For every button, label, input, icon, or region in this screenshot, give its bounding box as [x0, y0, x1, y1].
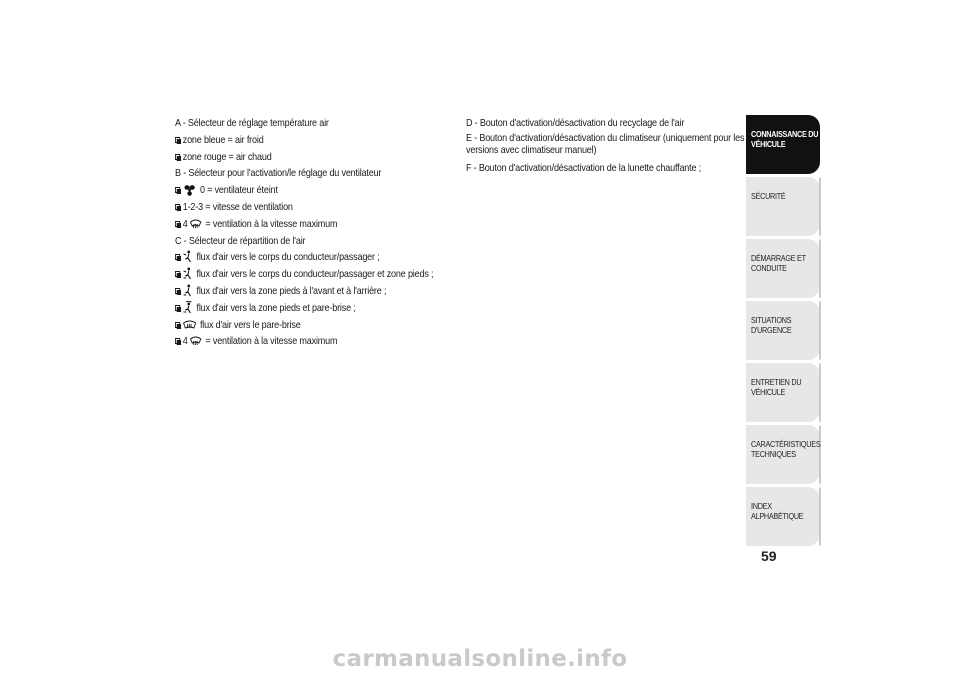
- chapter-sidebar: [746, 115, 820, 549]
- item-fan-max: 4 = ventilation à la vitesse maximum: [175, 216, 519, 233]
- item-fan-speed: 1-2-3 = vitesse de ventilation: [175, 199, 519, 216]
- item-a-heading: A - Sélecteur de réglage température air: [175, 117, 329, 129]
- bullet-icon: [175, 338, 180, 344]
- airflow-feet-icon: [183, 284, 193, 297]
- bullet-icon: [175, 305, 180, 311]
- item-fan-off: 0 = ventilateur éteint: [175, 182, 519, 199]
- bullet-icon: [175, 322, 180, 328]
- tab-securite[interactable]: SÉCURITÉ: [746, 177, 820, 236]
- bullet-icon: [175, 154, 180, 160]
- page-number: 59: [761, 548, 777, 564]
- windscreen-icon: [183, 319, 197, 331]
- tab-entretien-du-vehicule[interactable]: ENTRETIEN DU VÉHICULE: [746, 363, 820, 422]
- tab-demarrage-et-conduite[interactable]: DÉMARRAGE ET CONDUITE: [746, 239, 820, 298]
- item-c-heading: C - Sélecteur de répartition de l'air: [175, 234, 306, 247]
- bullet-icon: [175, 137, 180, 143]
- item-airflow-feet: flux d'air vers la zone pieds à l'avant et à l'arrière ;: [175, 283, 519, 300]
- bullet-icon: [175, 288, 180, 294]
- item-d-heading: D - Bouton d'activation/désactivation du recyclage de l'air: [466, 117, 685, 129]
- bullet-icon: [175, 271, 180, 277]
- item-airflow-feet-windscreen: flux d'air vers la zone pieds et pare-brise ;: [175, 300, 519, 317]
- tab-situations-d-urgence[interactable]: SITUATIONS D'URGENCE: [746, 301, 820, 360]
- airflow-feet-windscreen-icon: [183, 301, 193, 314]
- airflow-body-feet-icon: [183, 267, 193, 280]
- item-e-heading: E - Bouton d'activation/désactivation du climatiseur (uniquement pour les versions avec climatiseur manuel): [466, 131, 745, 156]
- item-fan-max-2: 4 = ventilation à la vitesse maximum: [175, 333, 519, 350]
- watermark: carmanualsonline.info: [332, 646, 628, 672]
- airflow-body-icon: [183, 250, 193, 263]
- item-airflow-windscreen: flux d'air vers le pare-brise: [175, 317, 519, 334]
- item-airflow-body: flux d'air vers le corps du conducteur/passager ;: [175, 249, 519, 266]
- item-b-heading: B - Sélecteur pour l'activation/le réglage du ventilateur: [175, 167, 382, 180]
- bullet-icon: [175, 254, 180, 260]
- tab-connaissance-du-vehicule[interactable]: CONNAISSANCE DU VÉHICULE: [746, 115, 820, 174]
- defrost-icon: [190, 218, 202, 230]
- item-red-zone: zone rouge = air chaud: [175, 149, 519, 166]
- tab-caracteristiques-techniques[interactable]: CARACTÉRISTIQUES TECHNIQUES: [746, 425, 820, 484]
- item-airflow-body-feet: flux d'air vers le corps du conducteur/passager et zone pieds ;: [175, 266, 519, 283]
- defrost-icon: [190, 335, 202, 347]
- bullet-icon: [175, 187, 180, 193]
- bullet-icon: [175, 204, 180, 210]
- tab-index-alphabetique[interactable]: INDEX ALPHABÉTIQUE: [746, 487, 820, 546]
- right-column: [466, 115, 776, 177]
- item-f-heading: F - Bouton d'activation/désactivation de la lunette chauffante ;: [466, 161, 702, 174]
- bullet-icon: [175, 221, 180, 227]
- item-blue-zone: zone bleue = air froid: [175, 132, 519, 149]
- fan-icon: [183, 184, 197, 196]
